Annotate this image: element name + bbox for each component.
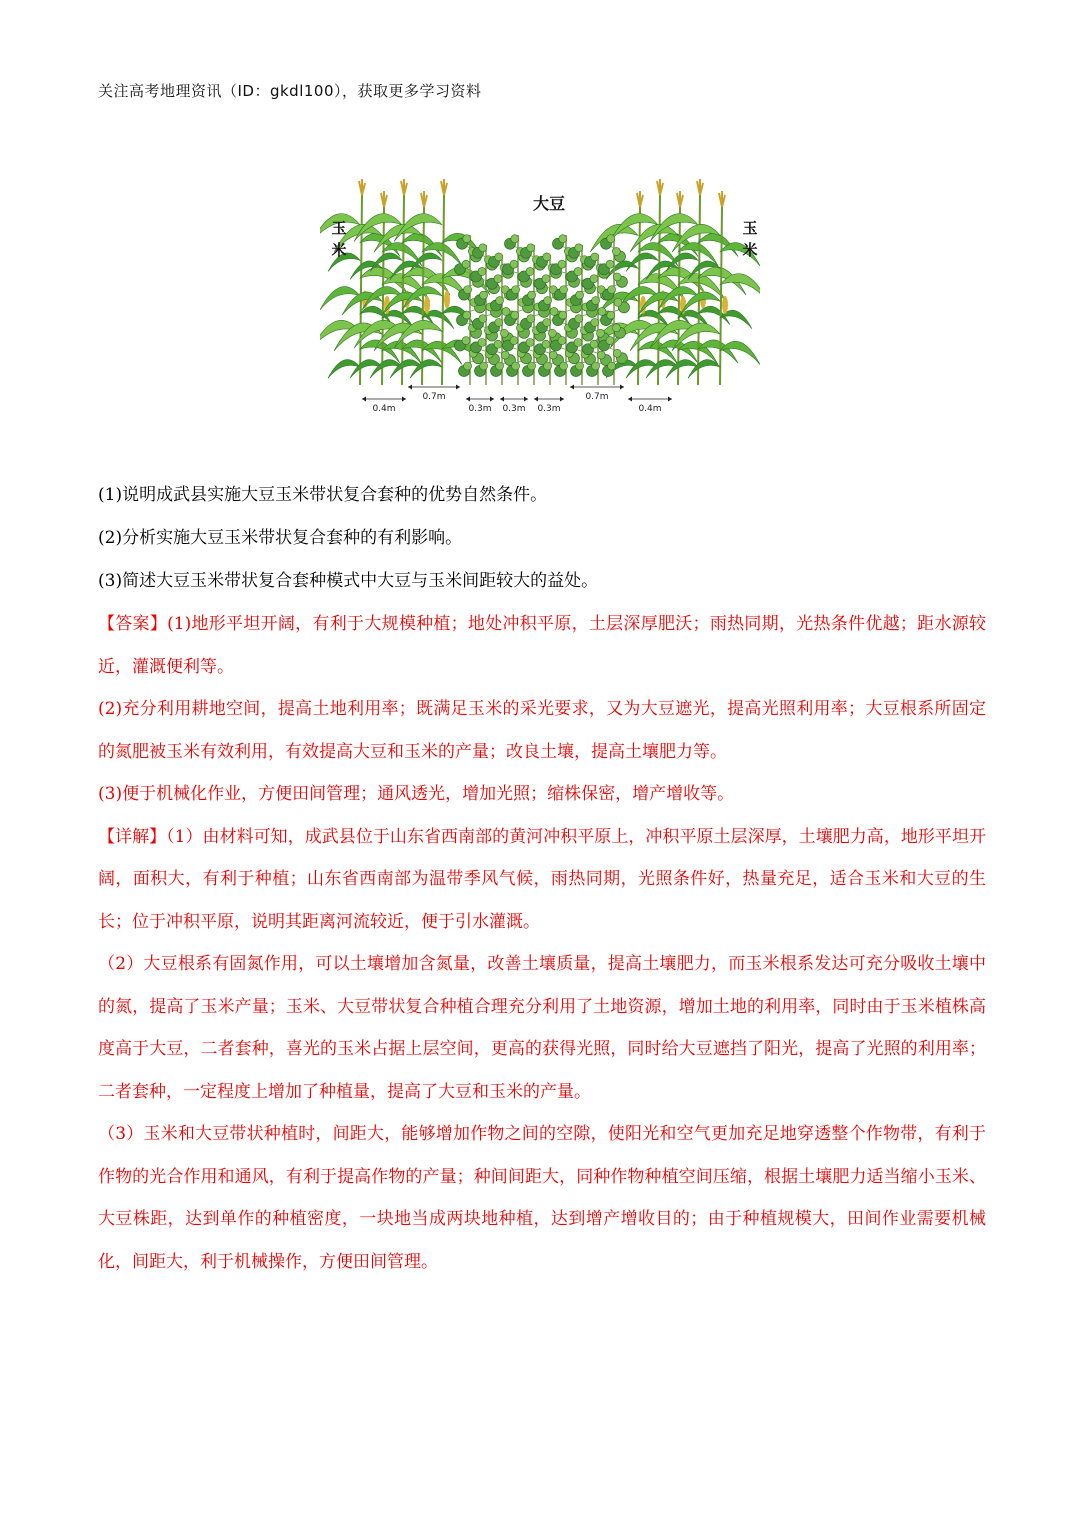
question-content xyxy=(98,474,986,1283)
spacing-label: 0.4m xyxy=(638,404,662,414)
answer-section xyxy=(98,603,986,1283)
spacing-dimension xyxy=(534,397,564,415)
spacing-dimension xyxy=(362,397,406,415)
answer-paragraph-2: (2)充分利用耕地空间，提高土地利用率；既满足玉米的采光要求，又为大豆遮光，提高光照利用率；大豆根系所固定的氮肥被玉米有效利用，有效提高大豆和玉米的产量；改良土壤，提高土壤肥力等。 xyxy=(98,699,986,762)
spacing-dimension xyxy=(500,397,528,415)
detail-text-1: （1）由材料可知，成武县位于山东省西南部的黄河冲积平原上，冲积平原土层深厚，土壤肥力高，地形平坦开阔，面积大，有利于种植；山东省西南部为温带季风气候，雨热同期，光照条件好，热量充足，适合玉米和大豆的生长；位于冲积平原，说明其距离河流较近，便于引水灌溉。 xyxy=(98,826,986,932)
spacing-label: 0.3m xyxy=(502,404,526,414)
page-header: 关注高考地理资讯（ID：gkdl100），获取更多学习资料 xyxy=(98,82,482,100)
spacing-dimension xyxy=(570,385,624,403)
spacing-dimension xyxy=(628,397,672,415)
intercropping-diagram xyxy=(320,145,760,425)
soybean-label: 大豆 xyxy=(532,194,566,213)
spacing-label: 0.4m xyxy=(372,404,396,414)
question-3: (3)简述大豆玉米带状复合套种模式中大豆与玉米间距较大的益处。 xyxy=(98,571,599,591)
spacing-dimension xyxy=(408,385,460,403)
corn-label-left: 玉米 xyxy=(331,219,347,259)
spacing-label: 0.3m xyxy=(537,404,561,414)
spacing-label: 0.3m xyxy=(468,404,492,414)
spacing-label: 0.7m xyxy=(422,392,446,402)
spacing-label: 0.7m xyxy=(585,392,609,402)
spacing-dimension xyxy=(466,397,494,415)
detail-paragraph-2: （2）大豆根系有固氮作用，可以土壤增加含氮量，改善土壤质量，提高土壤肥力，而玉米根系发达可充分吸收土壤中的氮，提高了玉米产量；玉米、大豆带状复合种植合理充分利用了土地资源，增加土地的利用率，同时由于玉米植株高度高于大豆，二者套种，喜光的玉米占据上层空间，更高的获得光照，同时给大豆遮挡了阳光，提高了光照的利用率；二者套种，一定程度上增加了种植量，提高了大豆和玉米的产量。 xyxy=(98,954,986,1102)
question-1: (1)说明成武县实施大豆玉米带状复合套种的优势自然条件。 xyxy=(98,485,548,505)
corn-label-right: 玉米 xyxy=(742,219,758,259)
answer-paragraph-3: (3)便于机械化作业，方便田间管理；通风透光，增加光照；缩株保密，增产增收等。 xyxy=(98,784,735,804)
answer-text-1: (1)地形平坦开阔，有利于大规模种植；地处冲积平原，土层深厚肥沃；雨热同期，光热条件优越；距水源较近，灌溉便利等。 xyxy=(98,614,986,677)
answer-paragraph-1 xyxy=(98,603,986,688)
detail-paragraph-3: （3）玉米和大豆带状种植时，间距大，能够增加作物之间的空隙，使阳光和空气更加充足地穿透整个作物带，有利于作物的光合作用和通风，有利于提高作物的产量；种间间距大，同种作物种植空间压缩，根据土壤肥力适当缩小玉米、大豆株距，达到单作的种植密度，一块地当成两块地种植，达到增产增收目的；由于种植规模大，田间作业需要机械化，间距大，利于机械操作，方便田间管理。 xyxy=(98,1124,986,1272)
question-2: (2)分析实施大豆玉米带状复合套种的有利影响。 xyxy=(98,528,463,548)
detail-tag: 【详解】 xyxy=(98,826,167,847)
detail-paragraph-1 xyxy=(98,816,986,944)
answer-tag: 【答案】 xyxy=(98,614,168,634)
